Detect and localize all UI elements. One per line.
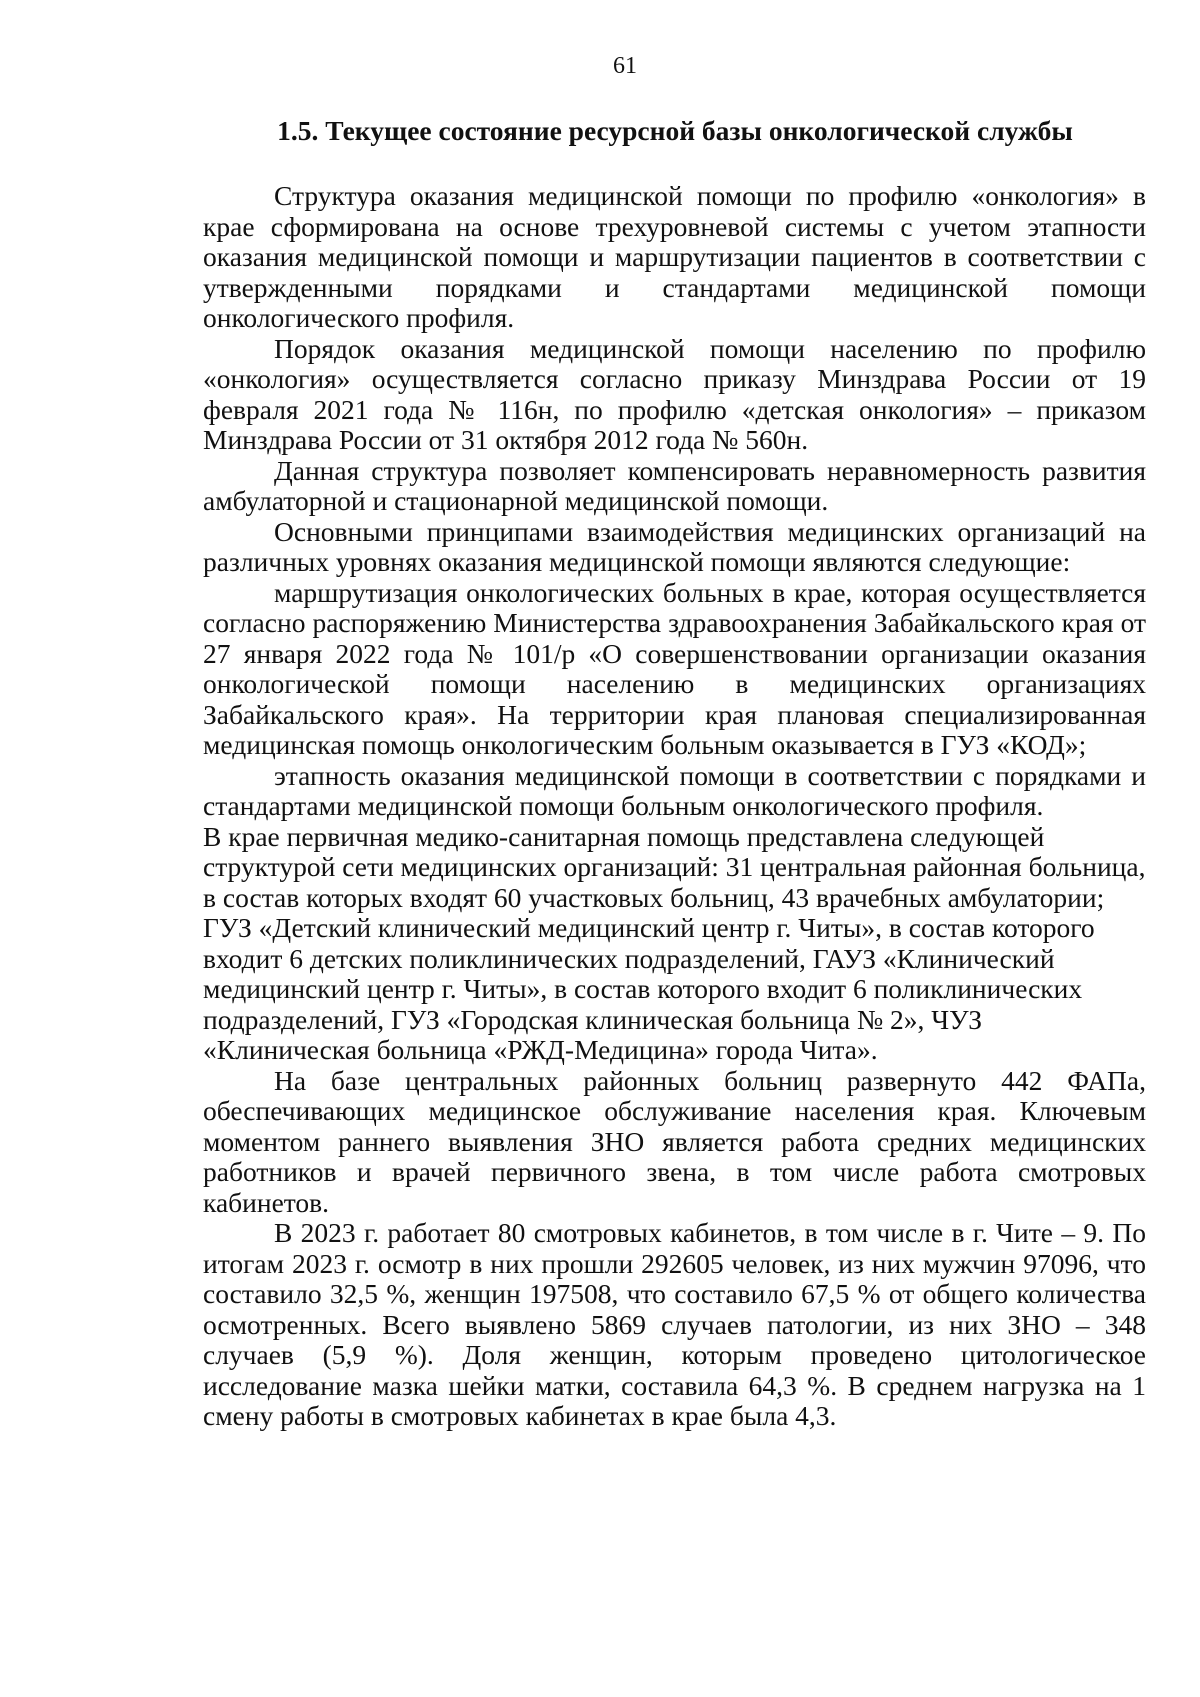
section-heading: 1.5. Текущее состояние ресурсной базы онкологической службы bbox=[277, 115, 1073, 146]
paragraph-structure: Структура оказания медицинской помощи по профилю «онкология» в крае сформирована на основе трехуровневой системы с учетом этапности оказания медицинской помощи и маршрутизации пациентов в соответствии с утвержденными порядками и стандартами медицинской помощи онкологического профиля. bbox=[203, 180, 1146, 333]
paragraph-screening-rooms: В 2023 г. работает 80 смотровых кабинетов, в том числе в г. Чите – 9. По итогам 2023 г. осмотр в них прошли 292605 человек, из них мужчин 97096, что составило 32,5 %, женщин 197508, что составило 67,5 % от общего количества осмотренных. Всего выявлено 5869 случаев патологии, из них ЗНО – 348 случаев (5,9 %). Доля женщин, которым проведено цитологическое исследование мазка шейки матки, составила 64,3 %. В среднем нагрузка на 1 смену работы в смотровых кабинетах в крае была 4,3. bbox=[203, 1217, 1146, 1431]
page-number: 61 bbox=[613, 53, 637, 79]
paragraph-routing: маршрутизация онкологических больных в крае, которая осуществляется согласно распоряжению Министерства здравоохранения Забайкальского края от 27 января 2022 года № 101/р «О совершенствовании организации оказания онкологической помощи населению в медицинских организациях Забайкальского края». На территории края плановая специализированная медицинская помощь онкологическим больным оказывается в ГУЗ «КОД»; bbox=[203, 576, 1146, 760]
paragraph-principles: Основными принципами взаимодействия медицинских организаций на различных уровнях оказания медицинской помощи являются следующие: bbox=[203, 515, 1146, 577]
paragraph-staging: этапность оказания медицинской помощи в соответствии с порядками и стандартами медицинской помощи больным онкологического профиля. bbox=[203, 759, 1146, 821]
paragraph-compensation: Данная структура позволяет компенсировать неравномерность развития амбулаторной и стационарной медицинской помощи. bbox=[203, 454, 1146, 516]
paragraph-primary-care-network: В крае первичная медико-санитарная помощь представлена следующей структурой сети медицинских организаций: 31 центральная районная больница, в состав которых входят 60 участковых больниц, 43 врачебных амбулатории; ГУЗ «Детский клинический медицинский центр г. Читы», в состав которого входит 6 детских поликлинических подразделений, ГАУЗ «Клинический медицинский центр г. Читы», в состав которого входит 6 поликлинических подразделений, ГУЗ «Городская клиническая больница № 2», ЧУЗ «Клиническая больница «РЖД-Медицина» города Чита». bbox=[203, 820, 1146, 1065]
paragraph-fap: На базе центральных районных больниц развернуто 442 ФАПа, обеспечивающих медицинское обслуживание населения края. Ключевым моментом раннего выявления ЗНО является работа средних медицинских работников и врачей первичного звена, в том числе работа смотровых кабинетов. bbox=[203, 1064, 1146, 1218]
document-body bbox=[203, 181, 1146, 1432]
paragraph-procedure: Порядок оказания медицинской помощи населению по профилю «онкология» осуществляется согласно приказу Минздрава России от 19 февраля 2021 года № 116н, по профилю «детская онкология» – приказом Минздрава России от 31 октября 2012 года № 560н. bbox=[203, 332, 1146, 455]
